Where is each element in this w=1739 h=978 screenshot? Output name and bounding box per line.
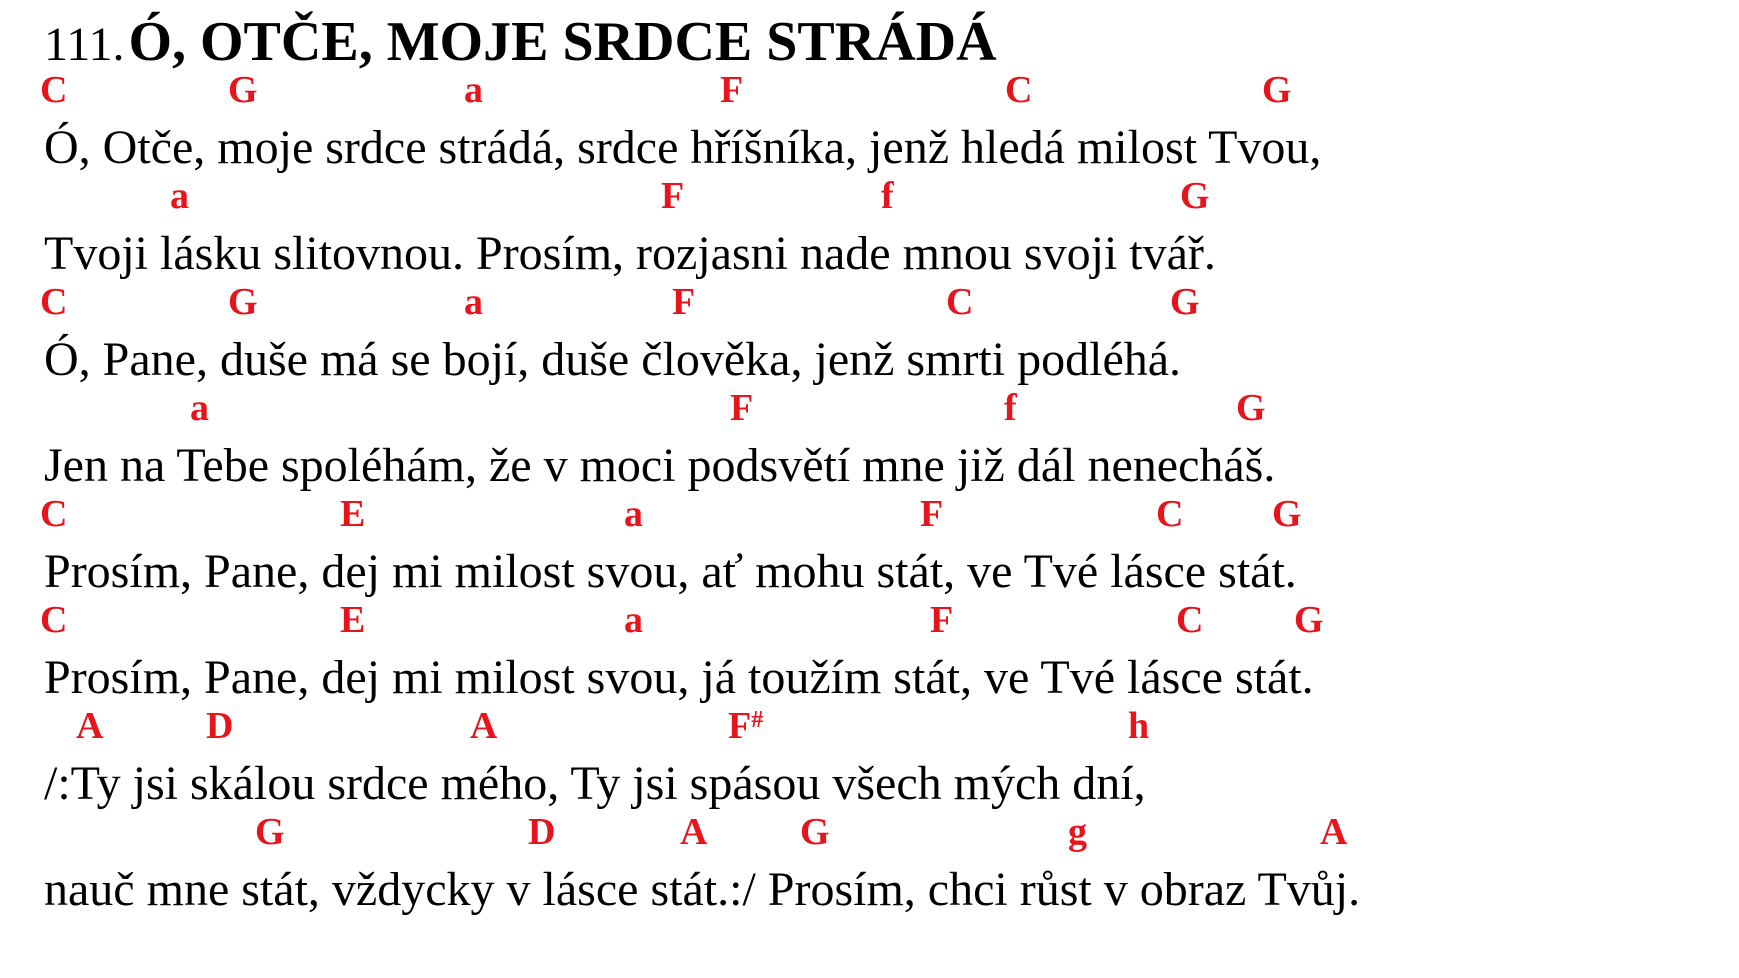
chord: h <box>1128 705 1150 747</box>
chord-line <box>0 600 1739 640</box>
song-name: Ó, OTČE, MOJE SRDCE STRÁDÁ <box>128 11 997 73</box>
lyric-line: Prosím, Pane, dej mi milost svou, ať mohu stát, ve Tvé lásce stát. <box>44 545 1297 598</box>
lyric-line: Ó, Otče, moje srdce strádá, srdce hříšníka, jenž hledá milost Tvou, <box>44 121 1322 174</box>
chord: D <box>206 705 234 747</box>
chord: G <box>1170 281 1200 323</box>
chord-line <box>0 282 1739 322</box>
chord: G <box>1294 599 1324 641</box>
chord: a <box>170 175 189 217</box>
chord: C <box>946 281 974 323</box>
chord: F <box>720 69 744 111</box>
chord: a <box>190 387 209 429</box>
chord: a <box>464 281 483 323</box>
chord-line <box>0 494 1739 534</box>
lyric-line: Ó, Pane, duše má se bojí, duše člověka, jenž smrti podléhá. <box>44 333 1182 386</box>
chord: E <box>340 493 366 535</box>
chord: A <box>470 705 498 747</box>
chord: F <box>661 175 685 217</box>
chord: E <box>340 599 366 641</box>
chord: F <box>920 493 944 535</box>
chord: G <box>228 281 258 323</box>
chord: f <box>881 175 894 217</box>
chord: G <box>1180 175 1210 217</box>
chord: a <box>624 599 643 641</box>
chord: F <box>672 281 696 323</box>
chord-line <box>0 70 1739 110</box>
chord: G <box>1236 387 1266 429</box>
chord: C <box>1156 493 1184 535</box>
chord: A <box>680 811 708 853</box>
lyric-line: Tvoji lásku slitovnou. Prosím, rozjasni nade mnou svoji tvář. <box>44 227 1216 280</box>
chord: g <box>1068 811 1087 853</box>
chord: A <box>1320 811 1348 853</box>
chord: C <box>1176 599 1204 641</box>
lyric-line: nauč mne stát, vždycky v lásce stát.:/ Prosím, chci růst v obraz Tvůj. <box>44 863 1361 916</box>
chord: G <box>1262 69 1292 111</box>
chord: F <box>930 599 954 641</box>
chord: C <box>1005 69 1033 111</box>
song-number: 111. <box>44 18 125 71</box>
chord: G <box>1272 493 1302 535</box>
lyric-line: /:Ty jsi skálou srdce mého, Ty jsi spásou všech mých dní, <box>44 757 1146 810</box>
chord: C <box>40 493 68 535</box>
chord: G <box>255 811 285 853</box>
chord: C <box>40 281 68 323</box>
chord: C <box>40 69 68 111</box>
chord-line <box>0 388 1739 428</box>
chord: a <box>624 493 643 535</box>
chord: D <box>528 811 556 853</box>
chord: A <box>76 705 104 747</box>
chord: G <box>800 811 830 853</box>
chord-line <box>0 706 1739 746</box>
chord: F <box>730 387 754 429</box>
sharp-sign: # <box>751 707 764 733</box>
chord-line <box>0 812 1739 852</box>
chord: C <box>40 599 68 641</box>
song-title <box>44 6 997 78</box>
lyric-line: Prosím, Pane, dej mi milost svou, já toužím stát, ve Tvé lásce stát. <box>44 651 1314 704</box>
chord: a <box>464 69 483 111</box>
chord-root: F <box>728 705 752 747</box>
chord-f-sharp <box>728 706 763 746</box>
chord: G <box>228 69 258 111</box>
lyric-line: Jen na Tebe spoléhám, že v moci podsvětí mne již dál nenecháš. <box>44 439 1276 492</box>
chord-line <box>0 176 1739 216</box>
chord: f <box>1004 387 1017 429</box>
